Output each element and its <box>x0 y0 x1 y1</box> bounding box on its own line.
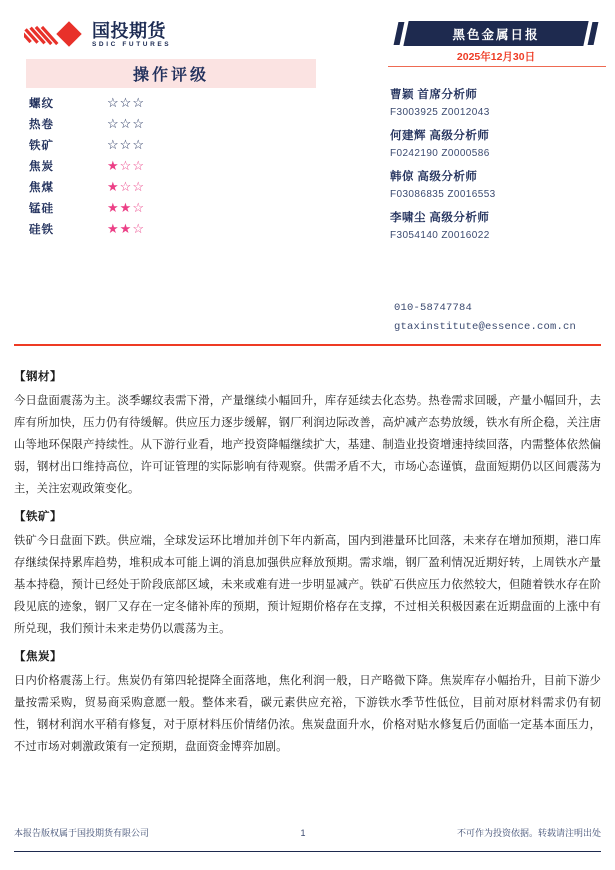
rating-stars <box>107 113 316 134</box>
analyst-name: 曹颖 首席分析师 <box>390 89 478 101</box>
analyst-name: 韩倞 高级分析师 <box>390 171 478 183</box>
rating-band-title: 操作评级 <box>132 67 209 84</box>
analyst-list <box>390 86 610 250</box>
report-date: 2025年12月30日 <box>456 51 536 63</box>
section-body-text: 今日盘面震荡为主。淡季螺纹表需下滑，产量继续小幅回升，库存延续去化态势。热卷需求回暖，产量小幅回升，去库有所加快，压力仍有待缓解。供应压力逐步缓解，钢厂利润边际改善，高炉减产态势放缓，铁水有所企稳，关注唐山等地环保限产持续性。从下游行业看，地产投资降幅继续扩大，基建、制造业投资增速持续回落，内需整体依然偏弱，钢材出口维持高位，许可证管理的实际影响有待观察。供需矛盾不大，市场心态谨慎，盘面短期仍以区间震荡为主，关注宏观政策变化。 <box>14 395 601 496</box>
analyst-license-code: F03086835 Z0016553 <box>390 189 496 200</box>
report-body <box>14 368 601 766</box>
star-filled-icon: ★ <box>107 200 120 215</box>
rating-product-name: 硅铁 <box>29 223 54 236</box>
report-footer <box>14 826 601 839</box>
logo-company-name-cn: 国投期货 <box>92 20 166 41</box>
logo-company-name-en: SDIC FUTURES <box>92 40 172 48</box>
star-empty-icon: ☆ <box>119 137 133 152</box>
star-filled-icon: ★ <box>107 179 120 194</box>
report-section <box>14 648 601 758</box>
rating-stars <box>107 92 316 113</box>
company-logo <box>24 18 171 52</box>
star-empty-icon: ☆ <box>132 137 145 152</box>
star-filled-icon: ★ <box>119 200 133 215</box>
report-section <box>14 368 601 500</box>
rating-row <box>26 113 316 134</box>
rating-product-name: 螺纹 <box>29 97 54 110</box>
star-empty-icon: ☆ <box>132 95 145 110</box>
rating-band <box>26 59 316 88</box>
header-divider <box>14 344 601 346</box>
rating-stars <box>107 155 316 176</box>
star-filled-icon: ★ <box>119 221 133 236</box>
rating-stars <box>107 218 316 239</box>
star-empty-icon: ☆ <box>119 95 133 110</box>
contact-email: gtaxinstitute@essence.com.cn <box>394 321 577 333</box>
star-filled-icon: ★ <box>107 221 120 236</box>
analyst-name: 何建辉 高级分析师 <box>390 130 490 142</box>
footer-page-number: 1 <box>300 827 306 838</box>
star-empty-icon: ☆ <box>107 137 120 152</box>
banner-title: 黑色金属日报 <box>452 27 540 42</box>
report-section <box>14 508 601 640</box>
rating-row <box>26 92 316 113</box>
star-empty-icon: ☆ <box>119 116 133 131</box>
contact-block <box>394 302 614 333</box>
rating-stars <box>107 197 316 218</box>
rating-row <box>26 197 316 218</box>
analyst-license-code: F3003925 Z0012043 <box>390 107 490 118</box>
footer-copyright: 本报告版权属于国投期货有限公司 <box>14 828 150 838</box>
section-heading: 【焦炭】 <box>14 651 62 664</box>
rating-product-name: 焦炭 <box>29 160 54 173</box>
star-empty-icon: ☆ <box>119 158 133 173</box>
star-empty-icon: ☆ <box>132 116 145 131</box>
star-empty-icon: ☆ <box>107 95 120 110</box>
rating-product-name: 焦煤 <box>29 181 54 194</box>
rating-product-name: 热卷 <box>29 118 54 131</box>
section-heading: 【铁矿】 <box>14 511 62 524</box>
rating-product-name: 铁矿 <box>29 139 54 152</box>
star-empty-icon: ☆ <box>132 221 145 236</box>
report-header <box>0 0 615 333</box>
operation-rating-table <box>26 92 316 239</box>
rating-product-name: 锰硅 <box>29 202 54 215</box>
rating-row <box>26 155 316 176</box>
footer-divider <box>14 851 601 852</box>
star-empty-icon: ☆ <box>132 179 145 194</box>
analyst-license-code: F3054140 Z0016022 <box>390 230 490 241</box>
star-empty-icon: ☆ <box>107 116 120 131</box>
rating-row <box>26 218 316 239</box>
star-empty-icon: ☆ <box>132 200 145 215</box>
logo-mark-icon <box>24 20 86 50</box>
section-body-text: 铁矿今日盘面下跌。供应端，全球发运环比增加并创下年内新高，国内到港量环比回落，未来存在增加预期，港口库存继续保持累库趋势，堆积成本可能上调的消息加强供应释放预期。需求端，钢厂盈利情况近期好转，上周铁水产量基本持稳，预计已经处于阶段底部区域，未来或难有进一步明显减产。铁矿石供应压力依然较大，但随着铁水存在阶段见底的迹象，钢厂又存在一定冬储补库的预期，预计短期价格存在支撑，不过相关积极因素在近期盘面的上涨中有所兑现，我们预计未来走势仍以震荡为主。 <box>14 535 601 636</box>
section-body-text: 日内价格震荡上行。焦炭仍有第四轮提降全面落地，焦化利润一般，日产略微下降。焦炭库存小幅抬升，目前下游少量按需采购，贸易商采购意愿一般。整体来看，碳元素供应充裕，下游铁水季节性低位，目前对原材料需求仍有韧性，钢材利润水平稍有修复，对于原材料压价情绪仍浓。焦炭盘面升水，价格对贴水修复后仍面临一定基本面压力，不过市场对刺激政策有一定预期，盘面资金博弈加剧。 <box>14 675 601 754</box>
report-type-banner <box>398 21 594 46</box>
rating-row <box>26 176 316 197</box>
star-empty-icon: ☆ <box>119 179 133 194</box>
analyst-license-code: F0242190 Z0000586 <box>390 148 490 159</box>
star-empty-icon: ☆ <box>132 158 145 173</box>
section-heading: 【钢材】 <box>14 371 62 383</box>
rating-stars <box>107 176 316 197</box>
contact-phone: 010-58747784 <box>394 302 473 314</box>
analyst-name: 李啸尘 高级分析师 <box>390 212 490 224</box>
rating-row <box>26 134 316 155</box>
rating-stars <box>107 134 316 155</box>
date-underline <box>388 66 606 67</box>
star-filled-icon: ★ <box>107 158 120 173</box>
footer-disclaimer: 不可作为投资依据。转载请注明出处 <box>456 828 601 838</box>
